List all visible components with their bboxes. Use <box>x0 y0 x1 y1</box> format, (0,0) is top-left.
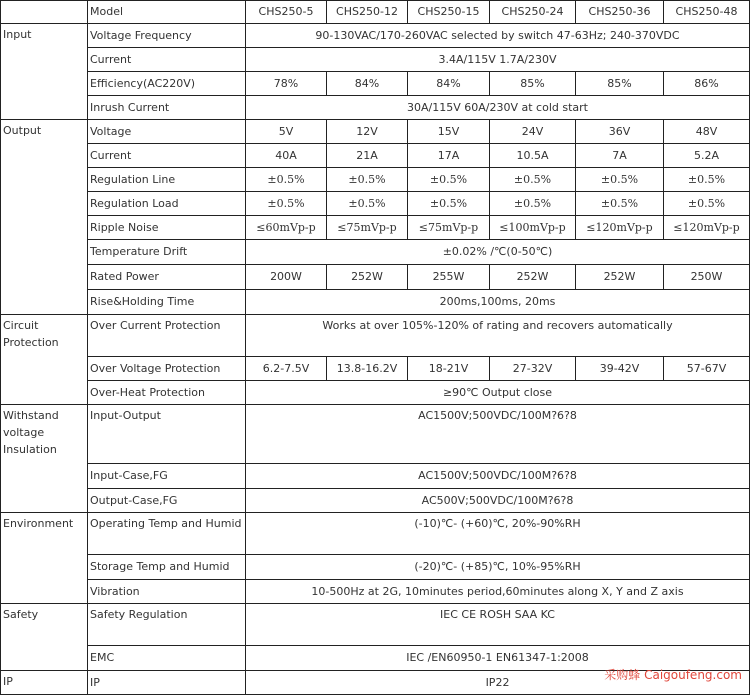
value-cell: ±0.5% <box>246 192 327 216</box>
value-cell: 252W <box>576 265 664 290</box>
value-cell: 12V <box>327 120 408 144</box>
category-circuit-protection: Circuit Protection <box>1 315 88 405</box>
param-label: Operating Temp and Humid <box>88 513 246 555</box>
table-row <box>1 315 750 357</box>
table-row <box>1 381 750 405</box>
value-cell: 5V <box>246 120 327 144</box>
param-label: Vibration <box>88 580 246 604</box>
value-cell: 84% <box>408 72 490 96</box>
spanned-value: IP22 <box>246 671 750 695</box>
spanned-value: 10-500Hz at 2G, 10minutes period,60minutes along X, Y and Z axis <box>246 580 750 604</box>
table-row <box>1 96 750 120</box>
table-row <box>1 144 750 168</box>
empty-corner-cell <box>1 1 88 24</box>
value-cell: 21A <box>327 144 408 168</box>
category-safety: Safety <box>1 604 88 671</box>
category-ip: IP <box>1 671 88 695</box>
value-cell: ≤100mVp-p <box>490 216 576 240</box>
model-header-cell: CHS250-5 <box>246 1 327 24</box>
value-cell: ±0.5% <box>490 192 576 216</box>
value-cell: 10.5A <box>490 144 576 168</box>
param-label: Over Current Protection <box>88 315 246 357</box>
spanned-value: 200ms,100ms, 20ms <box>246 290 750 315</box>
value-cell: 15V <box>408 120 490 144</box>
value-cell: 13.8-16.2V <box>327 357 408 381</box>
value-cell: 39-42V <box>576 357 664 381</box>
watermark-text: 采购蜂 Caigoufeng.com <box>604 668 742 682</box>
spanned-value: 90-130VAC/170-260VAC selected by switch 47-63Hz; 240-370VDC <box>246 24 750 48</box>
spanned-value: AC500V;500VDC/100M?6?8 <box>246 489 750 513</box>
spanned-value: 3.4A/115V 1.7A/230V <box>246 48 750 72</box>
value-cell: 18-21V <box>408 357 490 381</box>
table-row <box>1 555 750 580</box>
param-label: Inrush Current <box>88 96 246 120</box>
value-cell: 48V <box>664 120 750 144</box>
param-label: Current <box>88 48 246 72</box>
value-cell: 84% <box>327 72 408 96</box>
table-row <box>1 24 750 48</box>
table-row <box>1 513 750 555</box>
header-row <box>1 1 750 24</box>
table-row <box>1 48 750 72</box>
spanned-value: (-10)℃- (+60)℃, 20%-90%RH <box>246 513 750 555</box>
param-label: Regulation Load <box>88 192 246 216</box>
value-cell: 27-32V <box>490 357 576 381</box>
param-label: Current <box>88 144 246 168</box>
param-label: Over-Heat Protection <box>88 381 246 405</box>
model-header: Model <box>88 1 246 24</box>
model-header-cell: CHS250-48 <box>664 1 750 24</box>
category-input: Input <box>1 24 88 120</box>
spanned-value: ≥90℃ Output close <box>246 381 750 405</box>
param-label: Temperature Drift <box>88 240 246 265</box>
value-cell: ≤120mVp-p <box>576 216 664 240</box>
value-cell: ±0.5% <box>327 192 408 216</box>
param-label: Input-Output <box>88 405 246 464</box>
value-cell: 252W <box>490 265 576 290</box>
value-cell: ≤60mVp-p <box>246 216 327 240</box>
value-cell: ±0.5% <box>490 168 576 192</box>
param-label: Output-Case,FG <box>88 489 246 513</box>
table-row <box>1 72 750 96</box>
value-cell: ≤75mVp-p <box>327 216 408 240</box>
table-row <box>1 265 750 290</box>
spanned-value: AC1500V;500VDC/100M?6?8 <box>246 405 750 464</box>
value-cell: ±0.5% <box>408 168 490 192</box>
value-cell: 7A <box>576 144 664 168</box>
value-cell: 200W <box>246 265 327 290</box>
value-cell: 255W <box>408 265 490 290</box>
category-withstand-voltage-insulation: Withstand voltage Insulation <box>1 405 88 513</box>
value-cell: 6.2-7.5V <box>246 357 327 381</box>
value-cell: ≤75mVp-p <box>408 216 490 240</box>
table-row <box>1 580 750 604</box>
value-cell: 5.2A <box>664 144 750 168</box>
table-row <box>1 216 750 240</box>
value-cell: 24V <box>490 120 576 144</box>
param-label: IP <box>88 671 246 695</box>
model-header-cell: CHS250-24 <box>490 1 576 24</box>
spanned-value: Works at over 105%-120% of rating and recovers automatically <box>246 315 750 357</box>
value-cell: 40A <box>246 144 327 168</box>
value-cell: ≤120mVp-p <box>664 216 750 240</box>
table-row <box>1 290 750 315</box>
value-cell: 86% <box>664 72 750 96</box>
table-row <box>1 357 750 381</box>
spanned-value: (-20)℃- (+85)℃, 10%-95%RH <box>246 555 750 580</box>
value-cell: ±0.5% <box>664 192 750 216</box>
param-label: Input-Case,FG <box>88 464 246 489</box>
value-cell: ±0.5% <box>246 168 327 192</box>
value-cell: ±0.5% <box>576 168 664 192</box>
param-label: EMC <box>88 646 246 671</box>
model-header-cell: CHS250-36 <box>576 1 664 24</box>
table-row <box>1 489 750 513</box>
value-cell: 36V <box>576 120 664 144</box>
spanned-value: 30A/115V 60A/230V at cold start <box>246 96 750 120</box>
value-cell: 250W <box>664 265 750 290</box>
model-header-cell: CHS250-12 <box>327 1 408 24</box>
table-row <box>1 120 750 144</box>
table-row <box>1 168 750 192</box>
spanned-value: AC1500V;500VDC/100M?6?8 <box>246 464 750 489</box>
param-label: Ripple Noise <box>88 216 246 240</box>
value-cell: 78% <box>246 72 327 96</box>
param-label: Voltage <box>88 120 246 144</box>
table-row <box>1 604 750 646</box>
table-row <box>1 464 750 489</box>
param-label: Voltage Frequency <box>88 24 246 48</box>
param-label: Rise&Holding Time <box>88 290 246 315</box>
category-environment: Environment <box>1 513 88 604</box>
spanned-value: IEC CE ROSH SAA KC <box>246 604 750 646</box>
spanned-value: IEC /EN60950-1 EN61347-1:2008 <box>246 646 750 671</box>
table-row <box>1 240 750 265</box>
table-row <box>1 192 750 216</box>
param-label: Rated Power <box>88 265 246 290</box>
param-label: Regulation Line <box>88 168 246 192</box>
value-cell: 17A <box>408 144 490 168</box>
param-label: Over Voltage Protection <box>88 357 246 381</box>
value-cell: ±0.5% <box>576 192 664 216</box>
value-cell: 252W <box>327 265 408 290</box>
category-output: Output <box>1 120 88 315</box>
value-cell: 57-67V <box>664 357 750 381</box>
param-label: Storage Temp and Humid <box>88 555 246 580</box>
value-cell: 85% <box>490 72 576 96</box>
value-cell: ±0.5% <box>327 168 408 192</box>
value-cell: 85% <box>576 72 664 96</box>
param-label: Safety Regulation <box>88 604 246 646</box>
param-label: Efficiency(AC220V) <box>88 72 246 96</box>
model-header-cell: CHS250-15 <box>408 1 490 24</box>
value-cell: ±0.5% <box>664 168 750 192</box>
value-cell: ±0.5% <box>408 192 490 216</box>
table-row <box>1 405 750 464</box>
spanned-value: ±0.02% /℃(0-50℃) <box>246 240 750 265</box>
